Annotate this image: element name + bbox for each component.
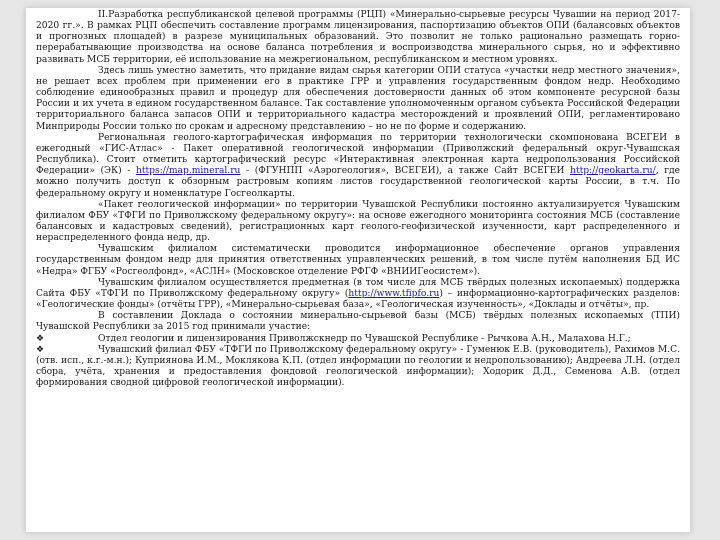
paragraph-program (36, 10, 680, 66)
paragraph-local-subsoil-text: Здесь лишь уместно заметить, что придание видам сырья категории ОПИ статуса «участки недр местного значения», не решает всех проблем при применении его в практике ГРР и управления государственным фондом недр. Необходимо соблюдение единообразных правил и процедур для обеспечения достоверности данных об этом компоненте ресурсной базы России и их учета в едином государственном балансе. Так составление уполномоченным органом субъекта Российской Федерации территориального баланса запасов ОПИ и территориального кадастра месторождений и проявлений ОПИ, регламентировано Минприроды России только по срокам и адресному представлению – но не по форме и содержанию. (36, 65, 680, 132)
paragraph-site-support (36, 278, 680, 311)
paragraph-regional-info-text-c: , где можно получить доступ к обзорным растровым копиям листов государственной геологической карты России, в т.ч. По федеральному округу и номенклатуре Госгеолкарты. (36, 166, 681, 199)
paragraph-local-subsoil (36, 66, 680, 133)
paragraph-info-support-text: Чувашским филиалом систематически проводится информационное обеспечение органов управления государственным фондом недр для принятия ответственных управленческих решений, в том числе путём наполнения БД ИС «Недра» ФГБУ «Росгеолфонд», «АСЛН» (Московское отделение РФГФ «ВНИИГеосистем»). (36, 244, 680, 277)
document-body (36, 10, 680, 389)
list-item-text: Отдел геологии и лицензирования Приволжскнедр по Чувашской Республике - Рычкова А.Н., Малахова Н.Г.; (98, 333, 631, 344)
geokarta-link[interactable]: http://geokarta.ru/ (570, 166, 656, 177)
paragraph-info-support (36, 244, 680, 277)
diamond-bullet-icon: ❖ (36, 333, 45, 344)
diamond-bullet-icon: ❖ (36, 344, 45, 355)
tfipfo-link[interactable]: http://www.tfipfo.ru (348, 288, 440, 299)
document-page (26, 8, 690, 532)
list-item (36, 345, 680, 390)
paragraph-contributors-intro-text: В составлении Доклада о состоянии минерально-сырьевой базы (МСБ) твёрдых полезных ископаемых (ТПИ) Чувашской Республики за 2015 год принимали участие: (36, 311, 680, 333)
paragraph-site-support-text-a: Чувашским филиалом осуществляется предметная (в том числе для МСБ твёрдых полезных ископаемых) поддержка Сайта ФБУ «ТФГИ по Приволжскому федеральному округу» ( (36, 277, 680, 299)
map-mineral-link[interactable]: https://map.mineral.ru (135, 166, 241, 177)
list-item (36, 334, 680, 345)
paragraph-program-text: II.Разработка республиканской целевой программы (РЦП) «Минерально-сырьевые ресурсы Чувашии на период 2017-2020 гг.». В рамках РЦП обеспечить составление программ лицензирования, паспортизацию объектов ОПИ (балансовых объектов и прогнозных площадей) в разрезе муниципальных образований. Это позволит не только рационально размещать горно-перерабатывающие производства на основе баланса потребления и воспроизводства минерального сырья, но и эффективно развивать МСБ территории, её использование на межрегиональном, республиканском и местном уровнях. (36, 10, 680, 65)
paragraph-regional-info-text-a: Региональная геолого-картографическая информация по территории технологически скомпонована ВСЕГЕИ в ежегодный «ГИС-Атлас» - Пакет оперативной геологической информации (Приволжский федеральный округ-Чувашская Республика). Стоит отметить картографический ресурс «Интерактивная электронная карта недропользования Российской Федерации» (ЭК) - (36, 132, 680, 177)
paragraph-contributors-intro (36, 311, 680, 333)
paragraph-regional-info (36, 133, 680, 200)
list-item-text: Чувашский филиал ФБУ «ТФГИ по Приволжскому федеральному округу» - Гуменюк Е.В. (руководитель), Рахимов М.С. (отв. исп., к.г.-м.н.); Куприянова И.М., Моклякова К.П. (отдел информации по геологии и недропользованию); Андреева Л.Н. (отдел сбора, учёта, хранения и предоставления фондовой геологической информации); Ходорик Д.Д., Семенова А.В. (отдел формирования сводной цифровой геологической информации). (36, 344, 680, 389)
paragraph-geo-package-text: «Пакет геологической информации» по территории Чувашской Республики постоянно актуализируется Чувашским филиалом ФБУ «ТФГИ по Приволжскому федеральному округу»: на основе ежегодного мониторинга состояния МСБ (составление балансовых и кадастровых сведений), регистрационных карт геолого-геофизической изученности, карт распределенного и нераспределенного фонда недр, др. (36, 199, 680, 244)
paragraph-site-support-text-b: ) – информационно-картографических разделов: «Геологические фонды» (отчёты ГРР), «Минерально-сырьевая база», «Геологическая изученность», «Доклады и отчёты», пр. (36, 288, 680, 311)
paragraph-geo-package (36, 200, 680, 245)
paragraph-regional-info-text-b: - (ФГУНПП «Аэрогеология», ВСЕГЕИ), а также Сайт ВСЕГЕИ (240, 166, 571, 177)
